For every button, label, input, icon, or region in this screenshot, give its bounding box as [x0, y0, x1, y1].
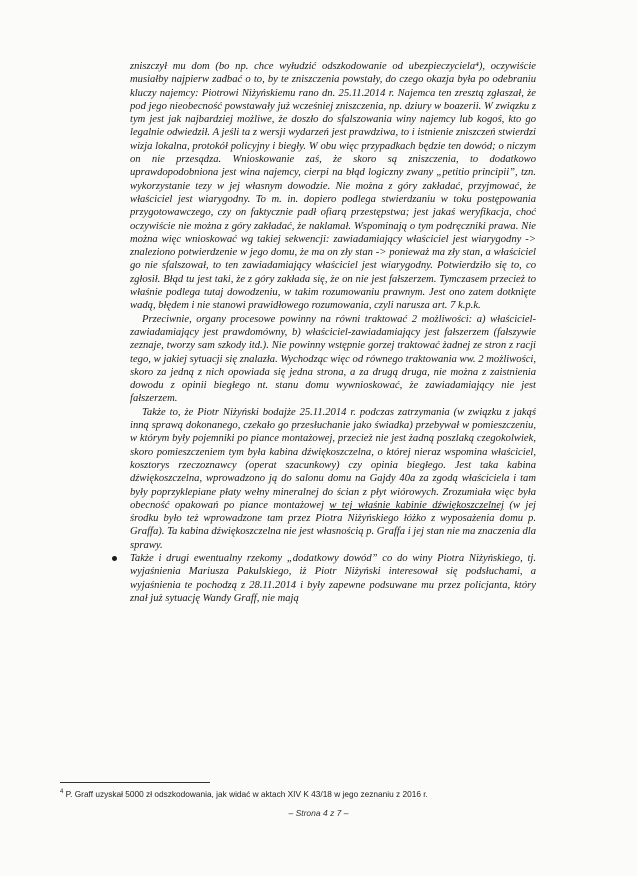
footnote: [60, 789, 540, 799]
paragraph-3-text: Także to, że Piotr Niżyński bodajże 25.11.2014 r. podczas zatrzymania (w związku z jakąś inną sprawą dokonanego, czekało go przesłuchanie jako świadka) przebywał w pomieszczeniu, w którym były pojemniki po piance montażowej, przecież nie jest żadną poszlaką czegokolwiek, skoro pomieszczeniem tym była kabina dźwiękoszczelna, o której nieraz wspomina właściciel, kosztorys rzeczoznawcy (operat szacunkowy) czy opinia biegłego. Jest taka kabina dźwiękoszczelna, wprowadzono ją do salonu domu na Gajdy 40a za zgodą właściciela i tam były poprzyklepiane płaty wełny mineralnej do ścian z płyt wiórowych. Zrozumiała więc była obecność opakowań po piance montażowej: [130, 406, 536, 511]
main-text: [130, 60, 536, 605]
bullet-icon: [112, 556, 117, 561]
paragraph-3: [130, 406, 536, 552]
paragraph-3-continuation: (w jej środku było też wprowadzone tam przez Piotra Niżyńskiego łóżko z wyposażenia domu p. Graffa). Ta kabina dźwiękoszczelna nie jest własnością p. Graffa i jej stan nie ma znaczenia dla sprawy.: [130, 499, 537, 551]
paragraph-2: Przeciwnie, organy procesowe powinny na równi traktować 2 możliwości: a) właściciel-zawiadamiający jest prawdomówny, b) właściciel-zawiadamiający jest fałszerzem (fałszywie zeznaje, tworzy sam szkody itd.). Nie powinny wstępnie gorzej traktować żadnej ze stron z racji tego, w jakiej sytuacji się znalazła. Wychodząc więc od równego traktowania ww. 2 możliwości, skoro za jedną z nich opowiada się jedna strona, a za drugą druga, nie można z zaistnienia dowodu z opinii biegłego nt. stanu domu wywnioskować, że zawiadamiający nie jest fałszerzem.: [130, 313, 536, 405]
paragraph-1: zniszczył mu dom (bo np. chce wyłudzić odszkodowanie od ubezpieczyciela⁴), oczywiście musiałby najpierw zadbać o to, by te zniszczenia powstały, do czego okazja była po odebraniu kluczy najemcy: Piotrowi Niżyńskiemu rano dn. 25.11.2014 r. Najemca ten zresztą zgłaszał, że pod jego nieobecność powstawały już wcześniej zniszczenia, np. dziury w boazerii. W związku z tym jest jak najbardziej możliwe, że doszło do sfalszowania winy najemcy lub kogoś, kto go legalnie odwiedził. A jeśli ta z wersji wydarzeń jest prawdziwa, to i istnienie zniszczeń stwierdzi wizja lokalna, protokół policyjny i biegły. W obu więc przypadkach będzie ten dowód; o niczym on nie przesądza. Wnioskowanie zaś, że skoro są zniszczenia, to dodatkowo uprawdopodobniona jest wina najemcy, cierpi na błąd logiczny zwany „petitio principii”, tzn. wykorzystanie tezy w jej własnym dowodzie. Nie można z góry zakładać, przyjmować, że właściciel jest wiarygodny. To m. in. dopiero podlega stwierdzaniu w toku postępowania przygotowawczego, czy on faktycznie padł ofiarą przestępstwa; jest jakaś weryfikacja, choć oczywiście nie można z góry zakładać, że naklamał. Wspominają o tym podręczniki prawa. Nie można więc wnioskować wg takiej sekwencji: zawiadamiający właściciel jest wiarygodny -> znaleziono potwierdzenie w jego domu, że ma on zły stan -> ponieważ ma zły stan, a właściciel go nie sfalszował, to ten zawiadamiający właściciel jest wiarygodny. Potwierdziło się to, co zgłosił. Błąd tu jest taki, że z góry zakłada się, że on nie jest fałszerzem. Tymczasem przecież to właśnie podlega tutaj dowodzeniu, w takim rozumowaniu prawnym. Jest ono zatem dotknięte wadą, błędem i nie stanowi prawidłowego rozumowania, czyli narusza art. 7 k.p.k.: [130, 61, 536, 312]
underlined-phrase: w tej właśnie kabinie dźwiękoszczelnej: [329, 499, 505, 511]
footnote-number: 4: [60, 789, 64, 796]
footnote-text: P. Graff uzyskał 5000 zł odszkodowania, jak widać w aktach XIV K 43/18 w jego zeznaniu z 2016 r.: [65, 789, 428, 799]
page-number: – Strona 4 z 7 –: [288, 808, 349, 818]
bullet-item: [130, 552, 536, 605]
bullet-text: Także i drugi ewentualny rzekomy „dodatkowy dowód” co do winy Piotra Niżyńskiego, tj. wyjaśnienia Mariusza Pakulskiego, iż Piotr Niżyński interesował się podsłuchami, a wyjaśnienia te pochodzą z 28.11.2014 i były zapewne podsuwane mu przez policjanta, który znał już sytuację Wandy Graff, nie mają: [130, 552, 536, 604]
footnote-divider: [60, 782, 210, 783]
